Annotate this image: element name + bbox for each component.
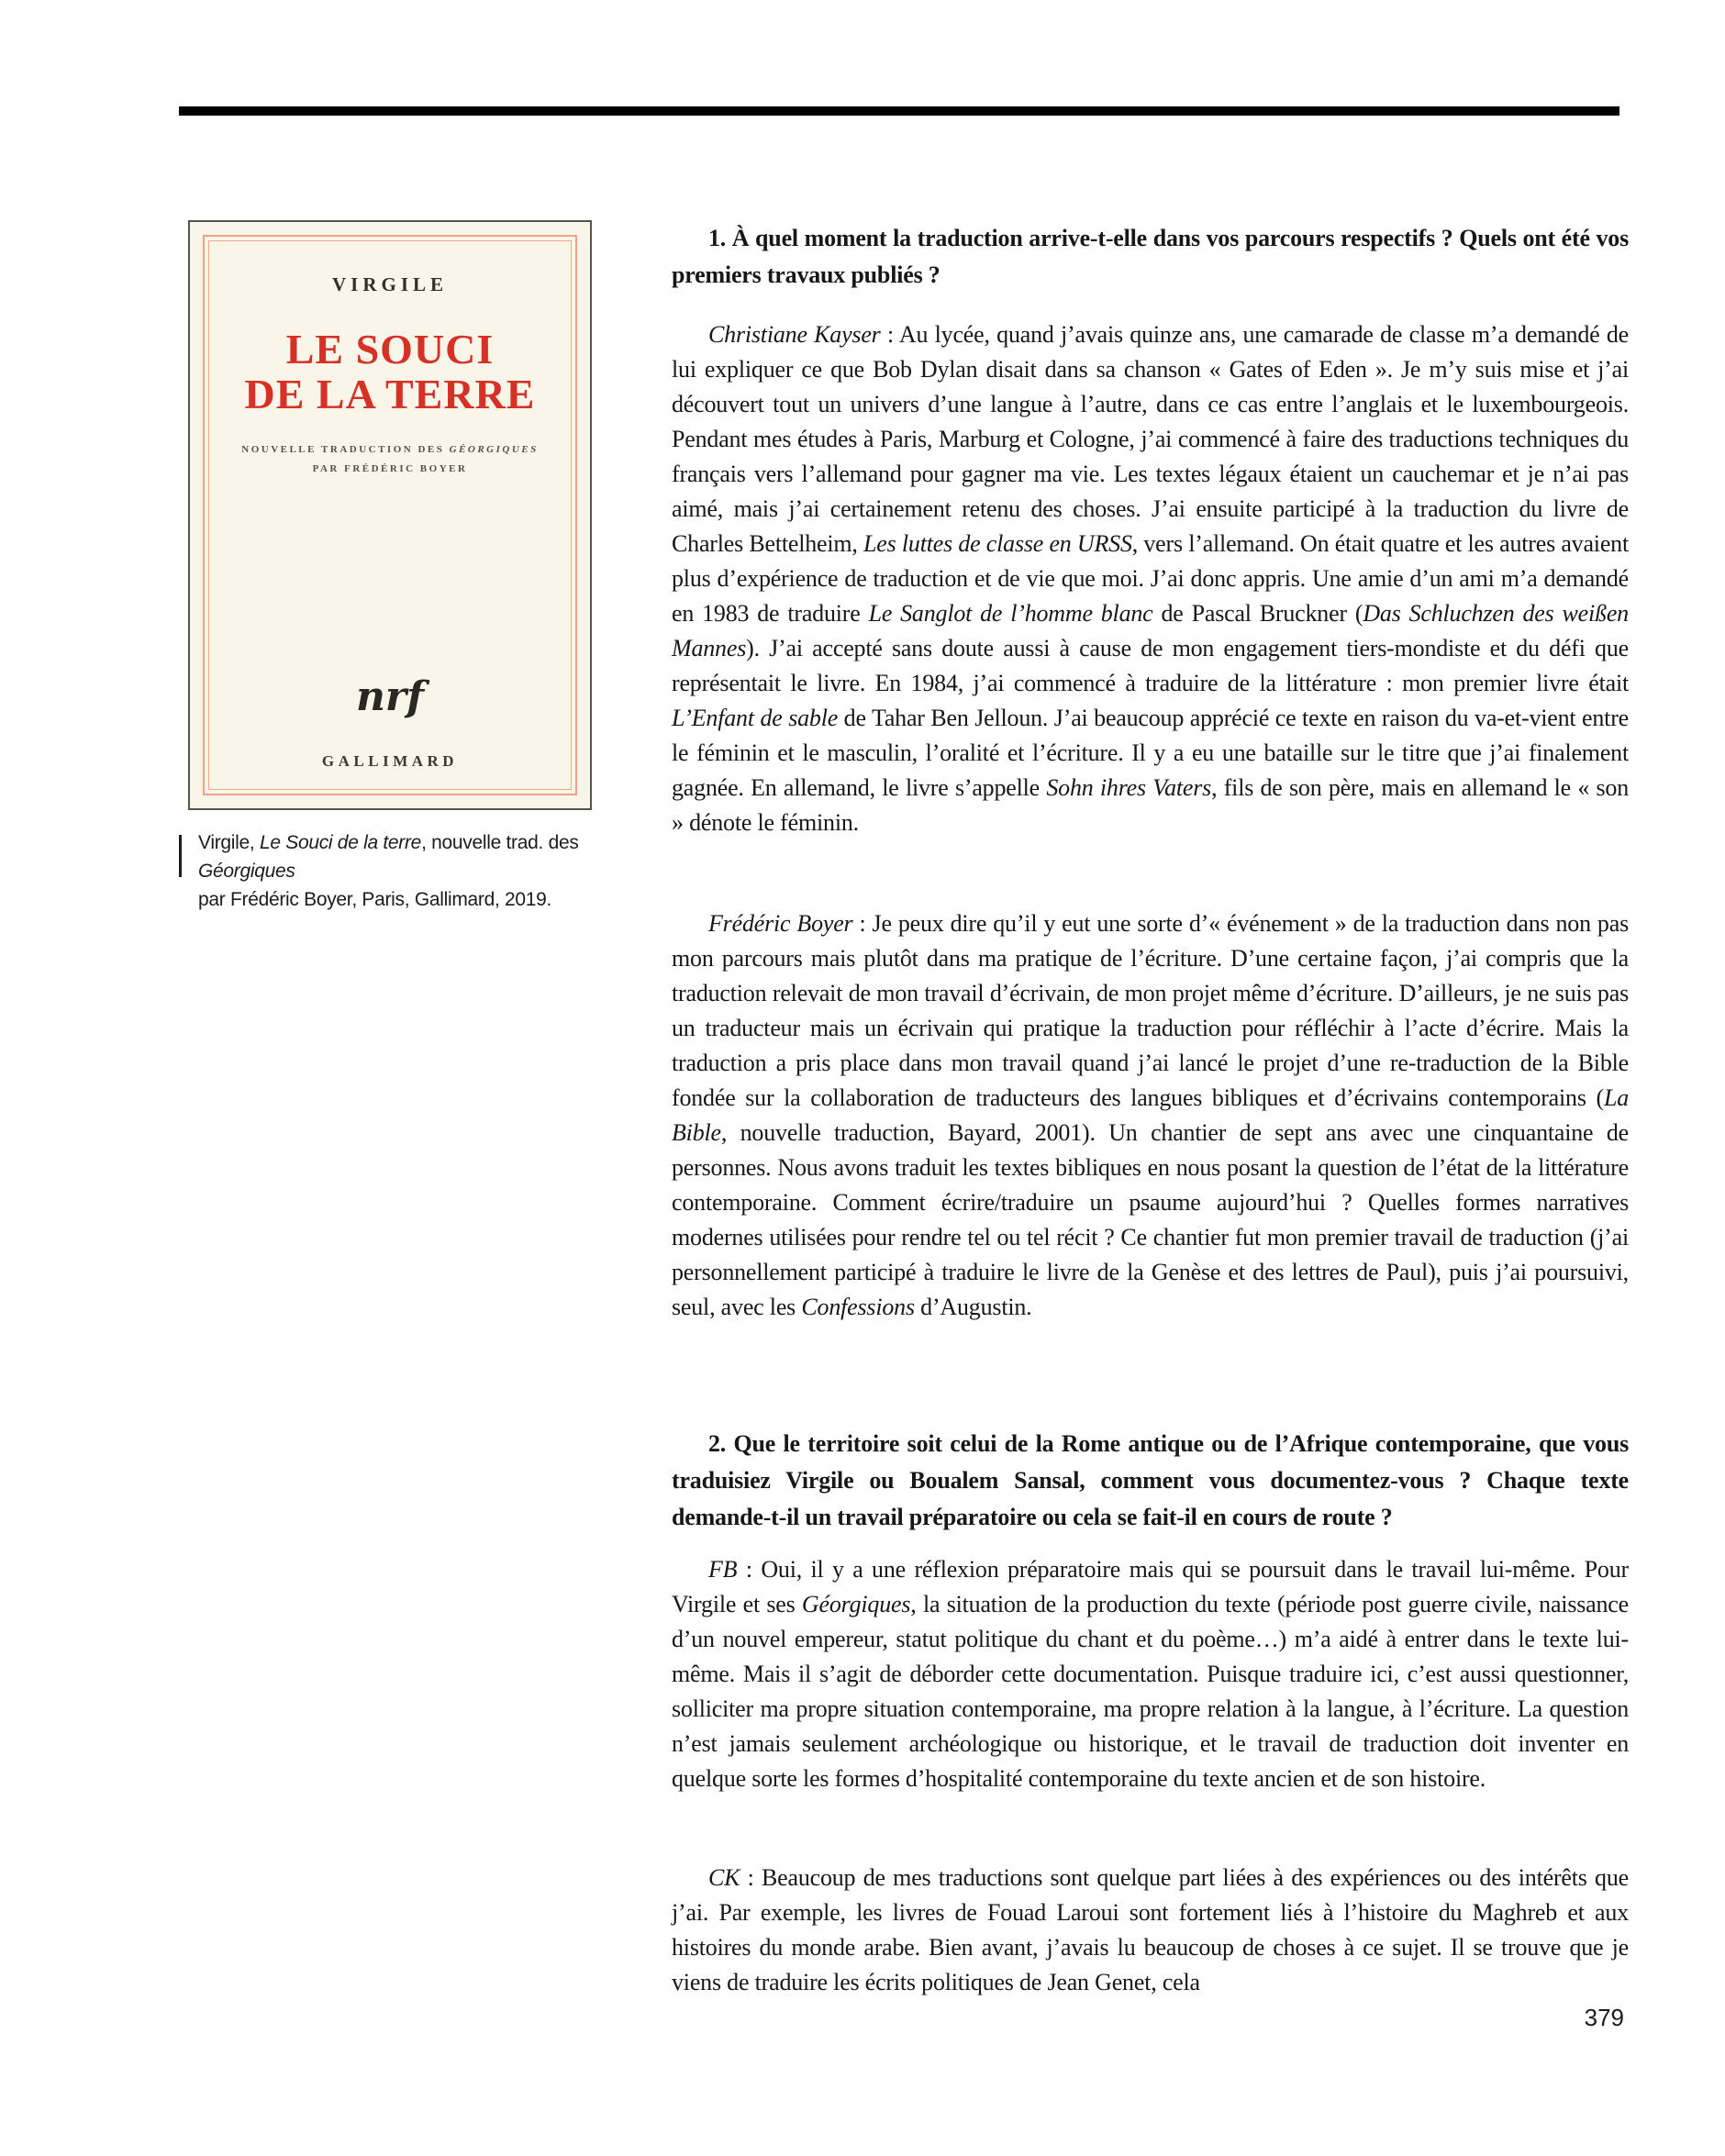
cover-title-line1: LE SOUCI bbox=[285, 326, 495, 372]
cover-subtitle bbox=[190, 440, 590, 479]
cover-subtitle-line1: NOUVELLE TRADUCTION DES GÉORGIQUES bbox=[241, 444, 539, 455]
paragraph-frederic-boyer-2: FB : Oui, il y a une réflexion préparatoire mais qui se poursuit dans le travail lui-même. Pour Virgile et ses Géorgiques, la situation de la production du texte (période post guerre civile, naissance d’un nouvel empereur, statut politique du chant et du poème…) m’a aidé à entrer dans le texte lui-même. Mais il s’agit de déborder cette documentation. Puisque traduire ici, c’est aussi questionner, solliciter ma propre situation contemporaine, ma propre relation à la langue, à l’écriture. La question n’est jamais seulement archéologique ou historique, et le travail de traduction doit inventer en quelque sorte les formes d’hospitalité contemporaine du texte ancien et de son histoire. bbox=[672, 1556, 1629, 1792]
caption-line1: Virgile, Le Souci de la terre, nouvelle trad. des Géorgiques bbox=[198, 832, 579, 882]
page-number: 379 bbox=[1584, 2004, 1624, 2031]
question-2-heading: 2. Que le territoire soit celui de la Rome antique ou de l’Afrique contemporaine, que vous traduisiez Virgile ou Boualem Sansal, comment vous documentez-vous ? Chaque texte demande-t-il un travail préparatoire ou cela se fait-il en cours de route ? bbox=[672, 1430, 1629, 1530]
figure-caption bbox=[179, 828, 615, 914]
caption-text bbox=[198, 828, 615, 914]
cover-title-line2: DE LA TERRE bbox=[244, 371, 536, 417]
cover-author: VIRGILE bbox=[331, 273, 449, 295]
question-1-heading: 1. À quel moment la traduction arrive-t-elle dans vos parcours respectifs ? Quels ont été vos premiers travaux publiés ? bbox=[672, 225, 1629, 288]
caption-line2: par Frédéric Boyer, Paris, Gallimard, 2019. bbox=[198, 889, 552, 910]
nrf-logo: nrf bbox=[355, 673, 425, 720]
cover-publisher: GALLIMARD bbox=[321, 752, 459, 770]
cover-title bbox=[190, 327, 590, 417]
cover-subtitle-line2: PAR FRÉDÉRIC BOYER bbox=[312, 463, 468, 474]
book-cover bbox=[188, 220, 592, 810]
paragraph-frederic-boyer-1: Frédéric Boyer : Je peux dire qu’il y eut une sorte d’« événement » de la traduction dans non pas mon parcours mais plutôt dans ma pratique de l’écriture. D’une certaine façon, j’ai compris que la traduction relevait de mon travail d’écrivain, de mon projet même d’écriture. D’ailleurs, je ne suis pas un traducteur mais un écrivain qui pratique la traduction pour réfléchir à l’acte d’écrire. Mais la traduction a pris place dans mon travail quand j’ai lancé le projet d’une re-traduction de la Bible fondée sur la collaboration de traducteurs des langues bibliques et d’écrivains contemporains (La Bible, nouvelle traduction, Bayard, 2001). Un chantier de sept ans avec une cinquantaine de personnes. Nous avons traduit les textes bibliques en nous posant la question de l’état de la littérature contemporaine. Comment écrire/traduire un psaume aujourd’hui ? Quelles formes narratives modernes utilisées pour rendre tel ou tel récit ? Ce chantier fut mon premier travail de traduction (j’ai personnellement participé à traduire le livre de la Genèse et des lettres de Paul), puis j’ai poursuivi, seul, avec les Confessions d’Augustin. bbox=[672, 910, 1629, 1320]
paragraph-christiane-kayser-1: Christiane Kayser : Au lycée, quand j’avais quinze ans, une camarade de classe m’a demandé de lui expliquer ce que Bob Dylan disait dans sa chanson « Gates of Eden ». Je m’y suis mise et j’ai découvert tout un univers d’une langue à l’autre, dans ce cas entre l’anglais et le luxembourgeois. Pendant mes études à Paris, Marburg et Cologne, j’ai commencé à faire des traductions techniques du français vers l’allemand pour gagner ma vie. Les textes légaux étaient un cauchemar et je n’ai pas aimé, mais j’ai certainement retenu des choses. J’ai ensuite participé à la traduction du livre de Charles Bettelheim, Les luttes de classe en URSS, vers l’allemand. On était quatre et les autres avaient plus d’expérience de traduction et de vie que moi. J’ai donc appris. Une amie d’un ami m’a demandé en 1983 de traduire Le Sanglot de l’homme blanc de Pascal Bruckner (Das Schluchzen des weißen Mannes). J’ai accepté sans doute aussi à cause de mon engagement tiers-mondiste et du défi que représentait le livre. En 1984, j’ai commencé à traduire de la littérature : mon premier livre était L’Enfant de sable de Tahar Ben Jelloun. J’ai beaucoup apprécié ce texte en raison du va-et-vient entre le féminin et le masculin, l’oralité et l’écriture. Il y a eu une bataille sur le titre que j’ai finalement gagnée. En allemand, le livre s’appelle Sohn ihres Vaters, fils de son père, mais en allemand le « son » dénote le féminin. bbox=[672, 321, 1629, 836]
caption-rule bbox=[179, 835, 182, 877]
paragraph-christiane-kayser-2: CK : Beaucoup de mes traductions sont quelque part liées à des expériences ou des intérêts que j’ai. Par exemple, les livres de Fouad Laroui sont fortement liés à l’histoire du Maghreb et aux histoires du monde arabe. Bien avant, j’avais lu beaucoup de choses à ce sujet. Il se trouve que je viens de traduire les écrits politiques de Jean Genet, cela bbox=[672, 1864, 1629, 1995]
top-rule bbox=[179, 106, 1619, 116]
